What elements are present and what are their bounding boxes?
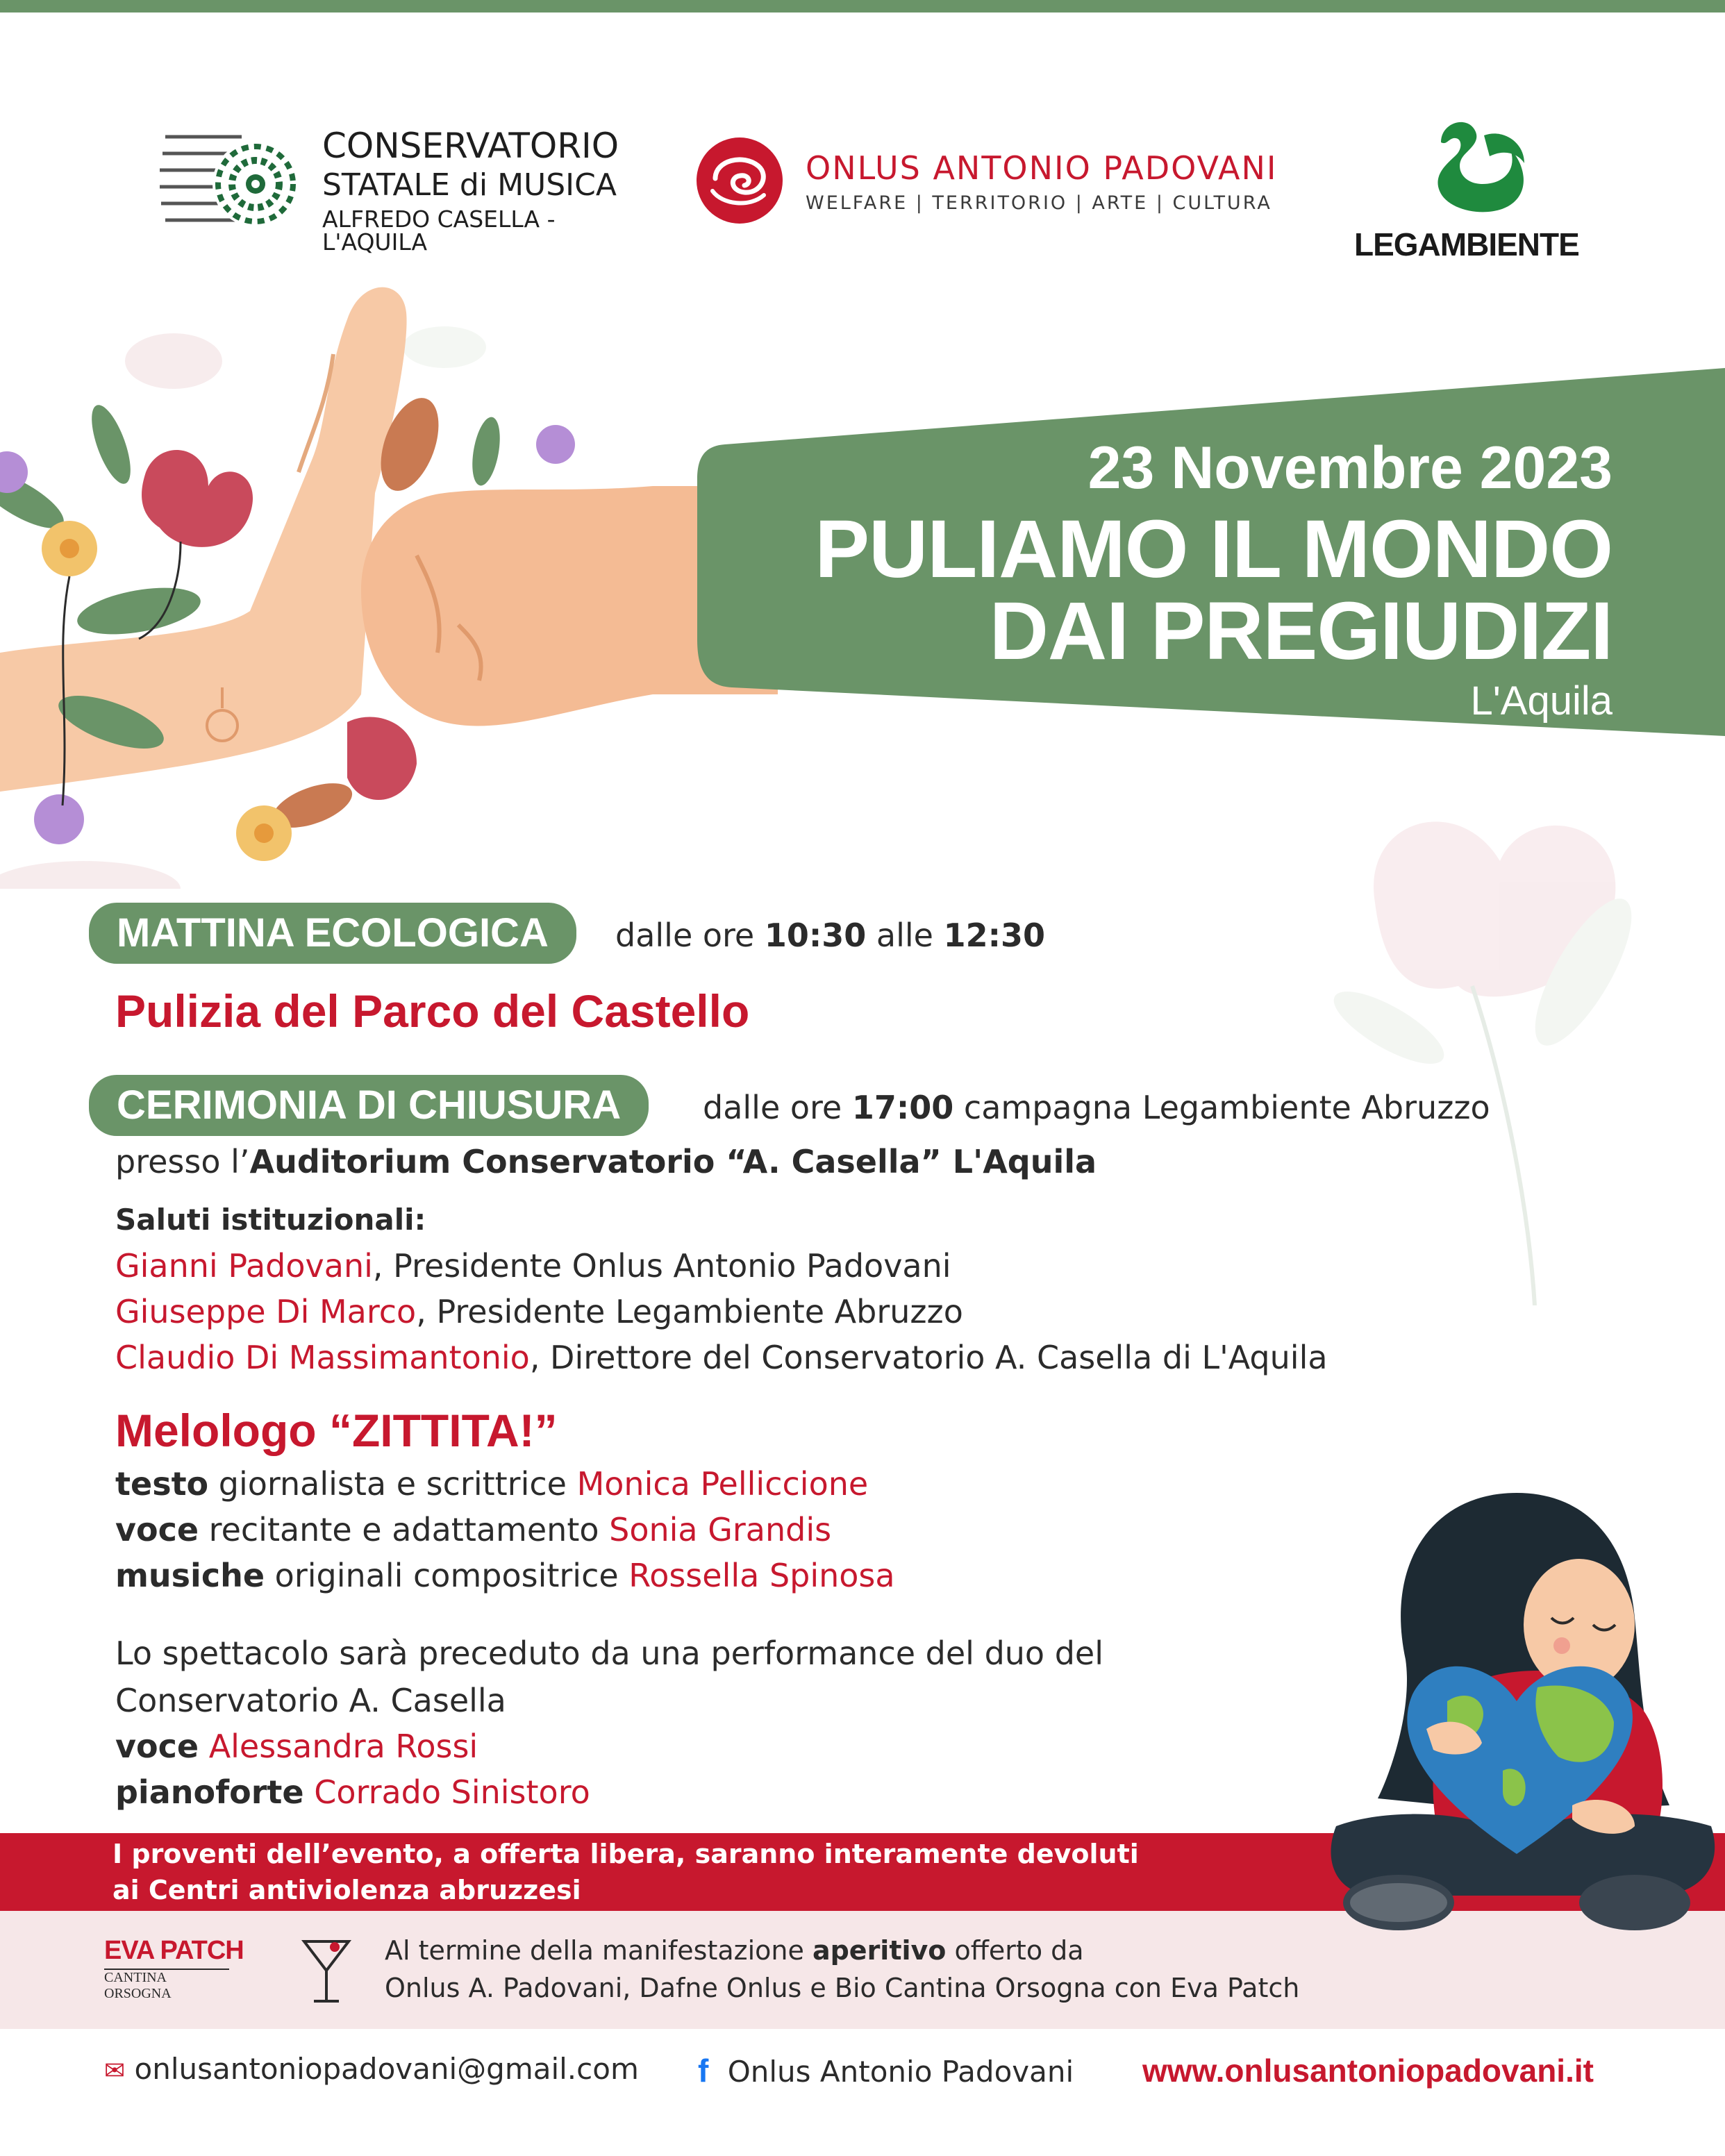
conservatorio-line2: STATALE di MUSICA [322,167,617,203]
aperitivo-bold: aperitivo [812,1935,947,1966]
footer-facebook[interactable] [698,2052,1074,2089]
facebook-text: Onlus Antonio Padovani [727,2055,1074,2089]
legambiente-wordmark: LEGAMBIENTE [1354,226,1579,262]
morning-time-prefix: dalle ore [615,917,755,954]
facebook-icon: f [698,2053,709,2089]
greeting-role: , Presidente Onlus Antonio Padovani [372,1247,951,1285]
proceeds-line1: I proventi dell’evento, a offerta libera, saranno interamente devoluti [112,1839,1139,1869]
footer-email[interactable] [104,2052,639,2086]
ceremony-venue-name: Auditorium Conservatorio “A. Casella” L'Aquila [249,1143,1097,1180]
banner-text [764,434,1612,724]
faint-flower-decoration [1319,778,1681,1305]
conservatorio-line3: ALFREDO CASELLA - L'AQUILA [322,206,556,256]
top-accent-bar [0,0,1725,12]
rose-icon [694,135,785,226]
melologo-title: Melologo “ZITTITA!” [115,1405,558,1456]
greeting-name: Gianni Padovani [115,1247,373,1285]
ceremony-time [703,1089,1490,1126]
morning-time [615,917,1045,954]
credit-desc: originali compositrice [265,1557,629,1594]
greeting-role: , Direttore del Conservatorio A. Casella di L'Aquila [529,1339,1328,1376]
ceremony-time-suffix: campagna Legambiente Abruzzo [963,1089,1490,1126]
mail-icon: ✉ [104,2057,126,2085]
performance-line2: Conservatorio A. Casella [115,1682,506,1719]
conservatorio-logo [158,126,631,256]
greeting-row [115,1247,951,1285]
melologo-credit [115,1511,831,1548]
morning-time-start: 10:30 [764,917,867,954]
eva-patch-sub: CANTINA ORSOGNA [104,1969,229,2002]
credit-name: Rossella Spinosa [628,1557,895,1594]
performance-credit [115,1773,590,1811]
aperitivo-suffix: offerto da [946,1935,1084,1966]
credit-key: voce [115,1728,199,1765]
conservatorio-line1: CONSERVATORIO [322,126,619,166]
ceremony-venue-prefix: presso l’ [115,1143,250,1180]
credit-name: Corrado Sinistoro [314,1773,590,1811]
woman-hugging-globe-illustration [1308,1479,1725,1965]
swan-icon [1420,115,1538,219]
footer-website[interactable]: www.onlusantoniopadovani.it [1142,2053,1594,2089]
credit-key: pianoforte [115,1773,304,1811]
email-text: onlusantoniopadovani@gmail.com [134,2052,639,2086]
morning-pill: MATTINA ECOLOGICA [89,903,576,964]
eva-patch-wordmark: EVA PATCH [104,1936,244,1965]
event-city: L'Aquila [1470,678,1612,724]
credit-key: musiche [115,1557,265,1594]
greeting-row [115,1339,1328,1376]
credit-key: testo [115,1465,209,1503]
performance-line1: Lo spettacolo sarà preceduto da una performance del duo del [115,1635,1103,1672]
credit-key: voce [115,1511,199,1548]
proceeds-line2: ai Centri antiviolenza abruzzesi [112,1875,581,1905]
greeting-name: Claudio Di Massimantonio [115,1339,530,1376]
onlus-name: ONLUS ANTONIO PADOVANI [806,149,1278,187]
legambiente-logo [1354,115,1604,260]
hands-flowers-illustration [0,264,778,889]
onlus-tagline: WELFARE | TERRITORIO | ARTE | CULTURA [806,192,1272,214]
headline-line2: DAI PREGIUDIZI [989,585,1612,677]
credit-name: Sonia Grandis [609,1511,832,1548]
event-date: 23 Novembre 2023 [1088,435,1612,501]
conservatorio-emblem-icon [158,128,304,240]
ceremony-pill: CERIMONIA DI CHIUSURA [89,1075,649,1136]
morning-time-mid: alle [876,917,933,954]
headline-line1: PULIAMO IL MONDO [815,503,1612,595]
credit-desc: recitante e adattamento [199,1511,610,1548]
melologo-credit [115,1557,895,1594]
greeting-name: Giuseppe Di Marco [115,1293,417,1330]
greeting-row [115,1293,963,1330]
performance-credit [115,1728,478,1765]
morning-activity: Pulizia del Parco del Castello [115,985,750,1037]
greeting-role: , Presidente Legambiente Abruzzo [416,1293,963,1330]
ceremony-time-prefix: dalle ore [703,1089,842,1126]
cocktail-icon [299,1934,354,2011]
aperitivo-text [385,1932,1299,2007]
credit-name: Alessandra Rossi [208,1728,478,1765]
credit-desc: giornalista e scrittrice [208,1465,577,1503]
aperitivo-prefix: Al termine della manifestazione [385,1935,812,1966]
onlus-logo [694,135,1292,233]
melologo-credit [115,1465,868,1503]
credit-name: Monica Pelliccione [576,1465,869,1503]
aperitivo-line2: Onlus A. Padovani, Dafne Onlus e Bio Cantina Orsogna con Eva Patch [385,1973,1300,2003]
ceremony-venue [115,1143,1097,1180]
ceremony-time-value: 17:00 [851,1089,954,1126]
morning-time-end: 12:30 [943,917,1046,954]
greetings-title: Saluti istituzionali: [115,1203,426,1237]
eva-patch-logo [104,1936,271,2005]
proceeds-text [112,1836,1139,1908]
